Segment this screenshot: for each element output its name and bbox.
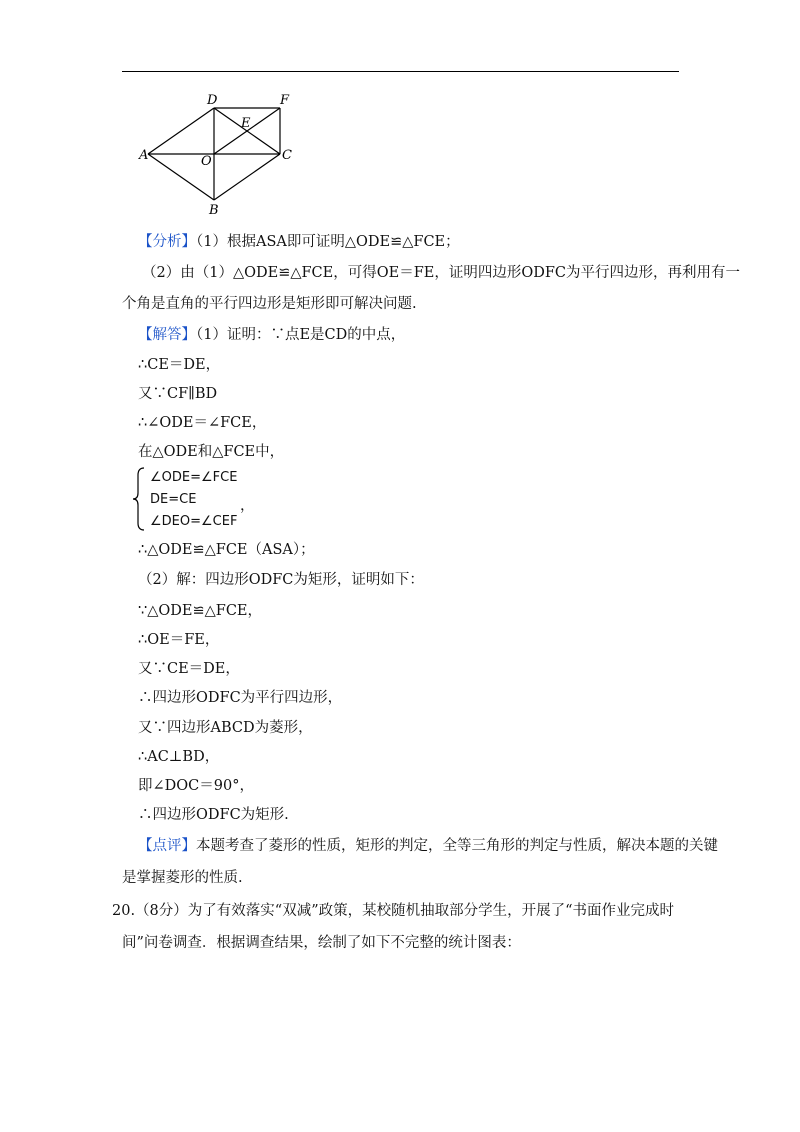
question-20-line-1: 20.（8分）为了有效落实“双减”政策，某校随机抽取部分学生，开展了“书面作业完成时 [112,903,675,919]
comment-tag: 【点评】 [138,838,196,854]
comment-line-1 [138,836,718,856]
comment-text-1: 本题考查了菱形的性质，矩形的判定，全等三角形的判定与性质，解决本题的关键 [196,838,718,854]
segment-AD [148,108,214,154]
analysis-tag: 【分析】 [138,234,196,250]
system-comma: ， [240,498,255,514]
system-brace [132,467,146,531]
analysis-line-3: 个角是直角的平行四边形是矩形即可解决问题. [122,296,417,312]
segment-CB [214,154,280,200]
solution-line-7: （2）解：四边形ODFC为矩形，证明如下： [138,572,424,588]
comment-line-2: 是掌握菱形的性质. [122,870,243,886]
solution-line-5: 在△ODE和△FCE中， [138,444,285,460]
label-O: O [201,154,212,169]
solution-line-6: ∴△ODE≌△FCE（ASA）； [138,542,315,558]
analysis-line-1 [138,232,460,252]
solution-line-8: ∵△ODE≌△FCE， [138,603,263,619]
label-A: A [139,148,149,163]
solution-line-15: ∴四边形ODFC为矩形. [138,807,289,823]
solution-text-1: （1）证明：∵点E是CD的中点， [196,327,406,343]
system-eq-3: ∠DEO=∠CEF [150,514,238,529]
solution-line-12: 又∵四边形ABCD为菱形， [138,720,313,736]
solution-line-13: ∴AC⊥BD， [138,749,220,765]
solution-line-10: 又∵CE＝DE， [138,661,240,677]
system-eq-2: DE=CE [150,492,197,507]
solution-line-2: ∴CE＝DE， [138,357,221,373]
system-eq-1: ∠ODE=∠FCE [150,470,238,485]
label-B: B [209,203,219,218]
solution-line-4: ∴∠ODE＝∠FCE， [138,415,267,431]
solution-tag: 【解答】 [138,327,196,343]
question-20-line-2: 间”问卷调查．根据调查结果，绘制了如下不完整的统计图表： [122,935,521,951]
solution-line-14: 即∠DOC＝90°， [138,778,254,794]
label-D: D [207,93,218,108]
solution-line-3: 又∵CF∥BD [138,386,218,402]
solution-line-1 [138,325,405,345]
label-C: C [282,148,292,163]
header-rule [122,71,679,72]
label-F: F [280,93,290,108]
label-E: E [241,116,251,131]
solution-line-9: ∴OE＝FE， [138,632,220,648]
analysis-text-1: （1）根据ASA即可证明△ODE≌△FCE； [196,234,460,250]
rhombus-rectangle-figure [130,88,310,218]
solution-line-11: ∴四边形ODFC为平行四边形， [138,690,343,706]
analysis-line-2: （2）由（1）△ODE≌△FCE，可得OE＝FE，证明四边形ODFC为平行四边形，再利用有一 [142,265,741,281]
